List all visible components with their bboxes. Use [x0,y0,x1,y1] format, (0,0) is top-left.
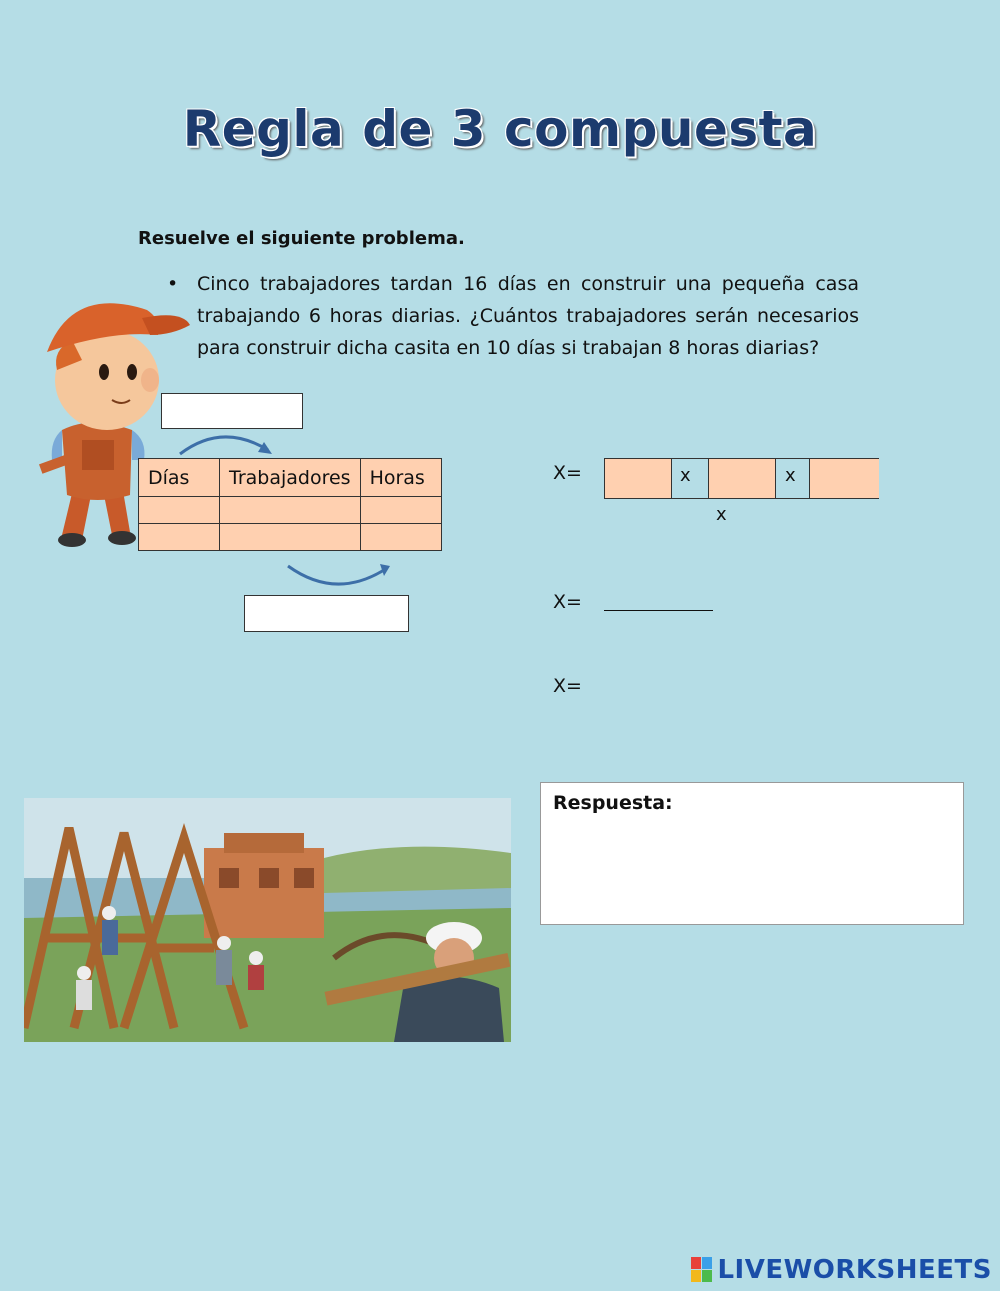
cell-trabajadores-1[interactable] [220,497,361,524]
cell-horas-2[interactable] [360,524,441,551]
x-equals-label-1: X= [553,462,582,484]
header-horas: Horas [360,459,441,497]
header-trabajadores: Trabajadores [220,459,361,497]
liveworksheets-logo [691,1255,992,1285]
factor-input-3[interactable] [809,458,879,499]
cell-dias-1[interactable] [139,497,220,524]
times-sign-2: x [785,465,796,486]
bullet: • [167,273,179,295]
header-dias: Días [139,459,220,497]
times-sign-3: x [716,504,727,525]
bottom-arc-arrow [280,562,395,592]
page-title: Regla de 3 compuesta [182,100,818,158]
problem-text: Cinco trabajadores tardan 16 días en construir una pequeña casa trabajando 6 horas diarias. ¿Cuántos trabajadores serán necesarios para construir dicha casita en 10 días si trabajan 8 horas diarias? [197,273,859,359]
cell-dias-2[interactable] [139,524,220,551]
multiplication-row [604,458,879,499]
answer-label: Respuesta: [553,792,673,814]
cell-horas-1[interactable] [360,497,441,524]
top-answer-input[interactable] [161,393,303,429]
fraction-line [604,610,713,611]
factor-input-2[interactable] [708,458,776,499]
times-sign-1: x [680,465,691,486]
rule-of-three-table [138,458,442,551]
brand-text: LIVEWORKSHEETS [717,1255,992,1285]
factor-input-1[interactable] [604,458,672,499]
cell-trabajadores-2[interactable] [220,524,361,551]
construction-scene-image [24,798,511,1042]
x-equals-label-2: X= [553,591,582,613]
top-arc-arrow [172,428,282,458]
bottom-answer-input[interactable] [244,595,409,632]
liveworksheets-logo-icon [691,1257,713,1283]
instruction-text: Resuelve el siguiente problema. [138,228,465,249]
x-equals-label-3: X= [553,675,582,697]
